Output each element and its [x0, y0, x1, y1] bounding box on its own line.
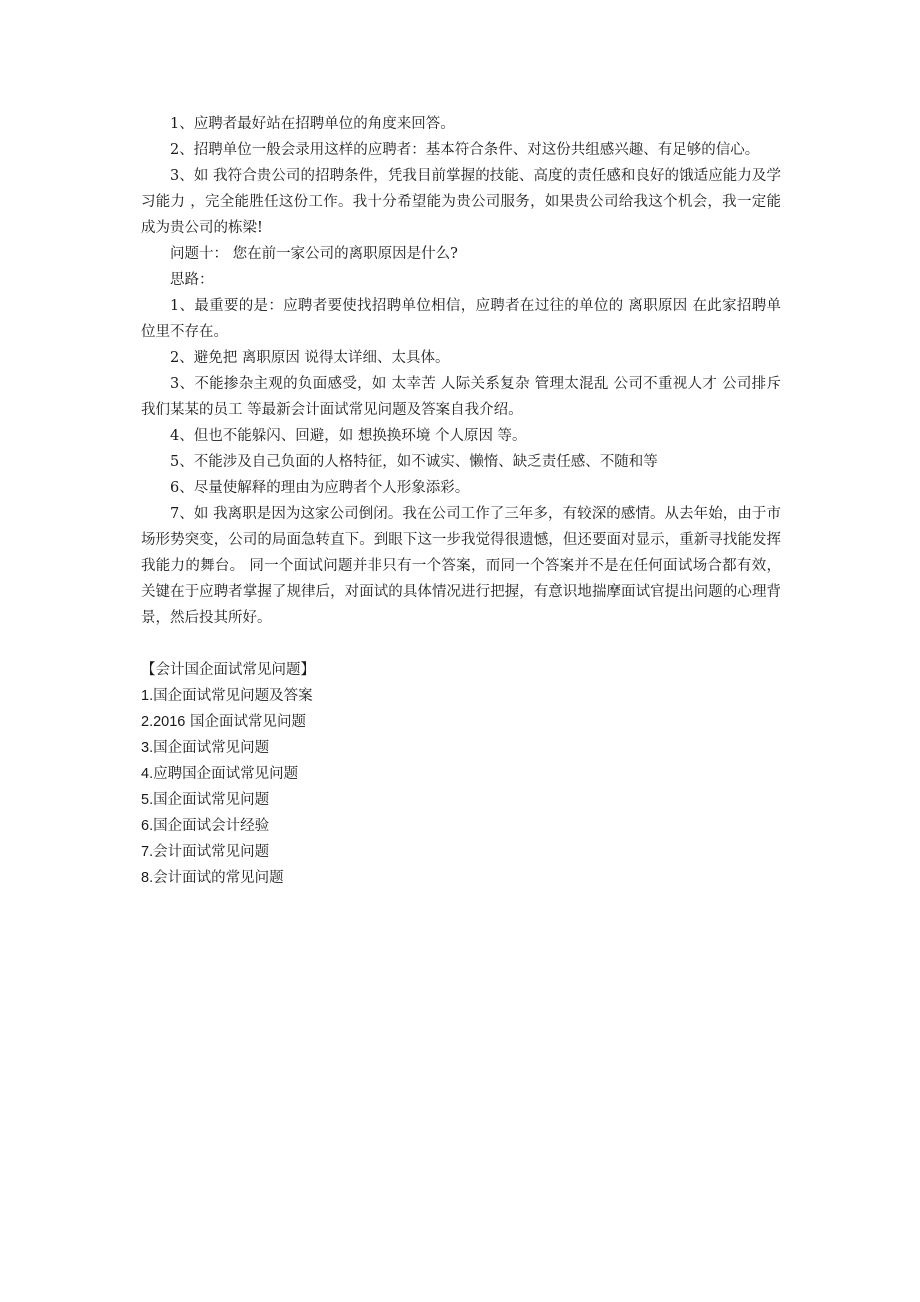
- spacer: [141, 631, 781, 657]
- related-link-label: 国企面试常见问题: [153, 792, 270, 808]
- related-link[interactable]: [141, 735, 781, 761]
- related-link[interactable]: [141, 709, 781, 735]
- paragraph: 3、如 我符合贵公司的招聘条件，凭我目前掌握的技能、高度的责任感和良好的饿适应能力及学习能力 ，完全能胜任这份工作。我十分希望能为贵公司服务，如果贵公司给我这个机会，我一定能成为贵公司的栋梁!: [141, 168, 781, 236]
- approach-label: 思路：: [170, 272, 214, 288]
- related-heading: 【会计国企面试常见问题】: [141, 662, 315, 678]
- related-link-number: 4.: [141, 766, 154, 782]
- related-link-label: 会计面试常见问题: [153, 844, 270, 860]
- related-link[interactable]: [141, 683, 781, 709]
- paragraph: 2、招聘单位一般会录用这样的应聘者：基本符合条件、对这份共组感兴趣、有足够的信心。: [170, 142, 760, 158]
- related-list: [141, 683, 781, 891]
- related-link-number: 3.: [141, 740, 154, 756]
- related-link-label: 应聘国企面试常见问题: [153, 766, 299, 782]
- related-link-label: 国企面试常见问题: [153, 740, 270, 756]
- paragraph: 6、尽量使解释的理由为应聘者个人形象添彩。: [170, 480, 470, 496]
- question-heading: 问题十： 您在前一家公司的离职原因是什么?: [170, 246, 458, 262]
- related-link-label: 国企面试会计经验: [153, 818, 270, 834]
- related-link[interactable]: [141, 813, 781, 839]
- related-link-number: 8.: [141, 870, 154, 886]
- related-link-number: 7.: [141, 844, 154, 860]
- related-link[interactable]: [141, 865, 781, 891]
- paragraph: 7、如 我离职是因为这家公司倒闭。我在公司工作了三年多，有较深的感情。从去年始，由于市场形势突变，公司的局面急转直下。到眼下这一步我觉得很遗憾，但还要面对显示，重新寻找能发挥我能力的舞台。 同一个面试问题并非只有一个答案，而同一个答案并不是在任何面试场合都有效，关键在于应聘者掌握了规律后，对面试的具体情况进行把握，有意识地揣摩面试官提出问题的心理背景，然后投其所好。: [141, 506, 781, 626]
- document-page: [141, 111, 781, 891]
- paragraph: 5、不能涉及自己负面的人格特征，如不诚实、懒惰、缺乏责任感、不随和等: [170, 454, 658, 470]
- paragraph: 4、但也不能躲闪、回避，如 想换换环境 个人原因 等。: [170, 428, 527, 444]
- related-link-number: 5.: [141, 792, 154, 808]
- paragraph: 1、应聘者最好站在招聘单位的角度来回答。: [170, 116, 455, 132]
- related-link-label: 国企面试常见问题: [185, 714, 306, 730]
- related-link[interactable]: [141, 839, 781, 865]
- paragraph: 3、不能掺杂主观的负面感受，如 太幸苦 人际关系复杂 管理太混乱 公司不重视人才 公司排斥我们某某的员工 等最新会计面试常见问题及答案自我介绍。: [141, 376, 781, 418]
- related-link-number: 1.: [141, 688, 154, 704]
- related-link[interactable]: [141, 787, 781, 813]
- related-link-label: 国企面试常见问题及答案: [153, 688, 313, 704]
- related-link[interactable]: [141, 761, 781, 787]
- related-link-label: 会计面试的常见问题: [153, 870, 284, 886]
- paragraph: 2、避免把 离职原因 说得太详细、太具体。: [170, 350, 450, 366]
- related-link-number: 2.2016: [141, 714, 186, 730]
- paragraph: 1、最重要的是：应聘者要使找招聘单位相信，应聘者在过往的单位的 离职原因 在此家招聘单位里不存在。: [141, 298, 781, 340]
- related-link-number: 6.: [141, 818, 154, 834]
